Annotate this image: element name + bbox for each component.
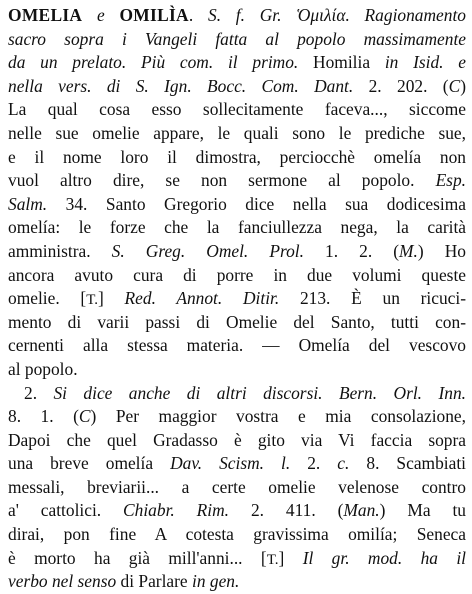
text-line [8, 334, 466, 358]
italic-text: Si dice anche di altri discorsi. Bern. Orl. Inn. [53, 382, 466, 403]
text-line [8, 75, 466, 99]
text-line [8, 429, 466, 453]
text-run: dirai, pon fine A cotesta gravissima omilía; Seneca [8, 524, 466, 545]
text-run: ancora avuto cura di porre in due volumi queste [8, 264, 466, 285]
text-run: vuol altro dire, se non sermone al popolo. [8, 170, 436, 191]
italic-text: Esp. [435, 170, 466, 191]
text-line [8, 4, 466, 28]
text-line [8, 405, 466, 429]
italic-text: nella vers. di S. Ign. Bocc. Com. Dant. [8, 75, 354, 96]
italic-text: Red. Annot. Ditir. [124, 288, 280, 309]
italic-text: in gen. [192, 571, 240, 592]
text-run: Homilia [298, 52, 385, 73]
text-run: omelía: le forze che la fanciullezza nega, la carità [8, 217, 466, 238]
text-run: 1. 2. ( [303, 240, 400, 261]
italic-text: in Isid. e [384, 52, 466, 73]
text-line [8, 570, 466, 594]
italic-text: Man. [343, 500, 380, 521]
text-run: al popolo. [8, 358, 78, 379]
italic-text: da un prelato. Più com. il primo. [8, 52, 299, 73]
text-line [8, 264, 466, 288]
text-run: 2. [290, 453, 338, 474]
text-line [8, 452, 466, 476]
text-run: ] [98, 288, 125, 309]
text-line [8, 28, 466, 52]
text-line [8, 311, 466, 335]
text-line [8, 122, 466, 146]
text-line [8, 382, 466, 406]
italic-text: C [448, 75, 461, 96]
text-run: di Parlare [116, 571, 192, 592]
text-line [8, 523, 466, 547]
italic-text: M. [399, 240, 418, 261]
text-run: 8. 1. ( [8, 406, 79, 427]
text-run: messali, breviarii... a certe omelie velenose contro [8, 476, 466, 497]
text-run: cernenti alla stessa materia. — Omelía del vescovo [8, 335, 466, 356]
text-run: è morto ha già mill'anni... [ [8, 547, 267, 568]
text-run: ) Ma tu [379, 500, 466, 521]
text-line [8, 476, 466, 500]
text-line [8, 358, 466, 382]
text-run: 2. 202. ( [353, 75, 449, 96]
text-run: Dapoi che quel Gradasso è gito via Vi faccia sopra [8, 429, 466, 450]
text-run: amministra. [8, 240, 112, 261]
text-run: ] [278, 547, 303, 568]
text-line [8, 193, 466, 217]
italic-text: Dav. Scism. l. [170, 453, 291, 474]
text-run: 2. 411. ( [229, 500, 344, 521]
italic-text: e [82, 5, 120, 25]
italic-text: S. f. Gr. Ὁμιλία. Ragionamento [208, 5, 466, 25]
text-line [8, 51, 466, 75]
text-line [8, 146, 466, 170]
text-run: una breve omelía [8, 453, 171, 474]
text-line [8, 169, 466, 193]
text-line [8, 547, 466, 571]
text-line [8, 499, 466, 523]
italic-text: sacro sopra i Vangeli fatta al popolo massimamente [8, 28, 466, 49]
text-run: 2. [24, 382, 54, 403]
text-run: 8. Scambiati [349, 453, 466, 474]
text-run: La qual cosa esso sollecitamente faceva..., siccome [8, 99, 466, 120]
text-run: e il nome loro il dimostra, perciocchè omelía non [8, 146, 466, 167]
text-line [8, 216, 466, 240]
text-run: 213. È un ricuci- [279, 288, 466, 309]
italic-text: c. [337, 453, 350, 474]
text-run: 34. Santo Gregorio dice nella sua dodicesima [47, 193, 466, 214]
text-run: T. [86, 292, 99, 309]
text-run: ) Per maggior vostra e mia consolazione, [90, 406, 466, 427]
italic-text: verbo nel senso [8, 571, 117, 592]
text-run: ) [460, 75, 466, 96]
text-run: T. [266, 551, 279, 568]
text-run: mento di varii passi di Omelie del Santo, tutti con- [8, 311, 466, 332]
italic-text: Salm. [8, 193, 48, 214]
text-run: nelle sue omelie appare, le quali sono le prediche sue, [8, 122, 466, 143]
italic-text: Il gr. mod. ha il [302, 547, 466, 568]
text-run: ) Ho [417, 240, 466, 261]
text-line [8, 240, 466, 264]
italic-text: S. Greg. Omel. Prol. [111, 240, 304, 261]
text-run: a' cattolici. [8, 500, 124, 521]
headword: OMELIA [8, 5, 83, 25]
text-line [8, 98, 466, 122]
italic-text: Chiabr. Rim. [123, 500, 230, 521]
headword: OMILÌA [119, 5, 189, 25]
italic-text: C [78, 406, 91, 427]
text-run: omelie. [ [8, 288, 87, 309]
text-line [8, 287, 466, 311]
text-run: . [188, 5, 208, 25]
